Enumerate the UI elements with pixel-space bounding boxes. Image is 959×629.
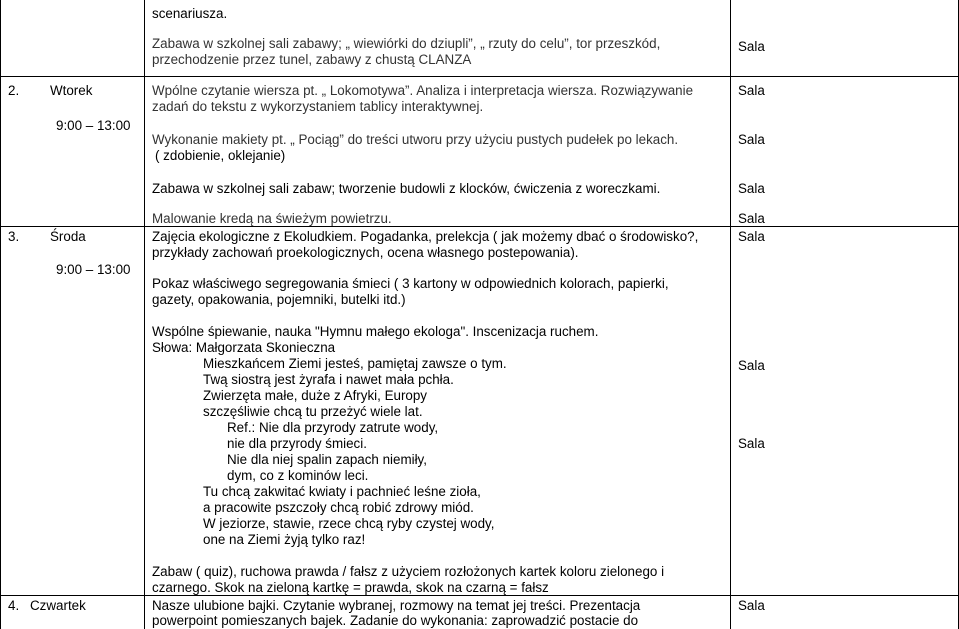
room-label: Sala <box>738 181 765 196</box>
song-line: szczęśliwie chcą tu przeżyć wiele lat. <box>203 404 423 419</box>
activity-text: gazety, opakowania, pojemniki, butelki itd.) <box>152 292 406 307</box>
room-label: Sala <box>738 83 765 98</box>
room-label: Sala <box>738 211 765 226</box>
activity-text: Wykonanie makiety pt. „ Pociąg” do treści utworu przy użyciu pustych pudełek po lekach. <box>152 132 679 147</box>
row-divider-2 <box>0 76 959 77</box>
activity-text: Zabawa w szkolnej sali zabaw; tworzenie budowli z klocków, ćwiczenia z woreczkami. <box>152 181 661 196</box>
room-label: Sala <box>738 229 765 244</box>
activity-text: zadań do tekstu z wykorzystaniem tablicy interaktywnej. <box>152 99 484 114</box>
table-border-left <box>0 0 1 629</box>
room-label: Sala <box>738 436 765 451</box>
activity-text: Słowa: Małgorzata Skonieczna <box>152 340 336 355</box>
song-refrain-line: nie dla przyrody śmieci. <box>227 436 367 451</box>
room-label: Sala <box>738 358 765 373</box>
activity-text: Pokaz właściwego segregowania śmieci ( 3 kartony w odpowiednich kolorach, papierki, <box>152 276 669 291</box>
row-number: 4. <box>8 598 20 613</box>
room-label: Sala <box>738 598 765 613</box>
song-refrain-line: Nie dla niej spalin zapach niemiły, <box>227 452 427 467</box>
activity-text: przechodzenie przez tunel, zabawy z chustą CLANZA <box>152 52 472 67</box>
activity-text: Zajęcia ekologiczne z Ekoludkiem. Pogadanka, prelekcja ( jak możemy dbać o środowisko?, <box>152 229 699 244</box>
col-divider-1 <box>144 0 145 629</box>
activity-text: Wpólne czytanie wiersza pt. „ Lokomotywa”. Analiza i interpretacja wiersza. Rozwiązywanie <box>152 83 694 98</box>
activity-text: przykłady zachowań proekologicznych, ocena własnego postepowania). <box>152 245 579 260</box>
col-divider-2 <box>730 0 731 629</box>
row-number: 3. <box>8 229 20 244</box>
activity-text: scenariusza. <box>152 6 228 21</box>
day-name: Wtorek <box>50 83 93 98</box>
song-line: Twą siostrą jest żyrafa i nawet mała pchła. <box>203 372 454 387</box>
activity-text: Zabawa w szkolnej sali zabawy; „ wiewiórki do dziupli”, „ rzuty do celu”, tor przeszkód, <box>152 36 661 51</box>
song-refrain-line: dym, co z kominów leci. <box>227 468 369 483</box>
row-divider-3 <box>0 226 959 227</box>
activity-text: ( zdobienie, oklejanie) <box>155 148 286 163</box>
song-line: a pracowite pszczoły chcą robić zdrowy miód. <box>203 500 474 515</box>
activity-text: powerpoint pomieszanych bajek. Zadanie do wykonania: zaprowadzić postacie do <box>152 613 639 628</box>
day-name: Czwartek <box>30 598 86 613</box>
activity-text: Nasze ulubione bajki. Czytanie wybranej, rozmowy na temat jej treści. Prezentacja <box>152 598 641 613</box>
activity-text: Wspólne śpiewanie, nauka "Hymnu małego ekologa". Inscenizacja ruchem. <box>152 324 599 339</box>
song-line: Mieszkańcem Ziemi jesteś, pamiętaj zawsze o tym. <box>203 356 507 371</box>
time-range: 9:00 – 13:00 <box>56 118 131 133</box>
activity-text: czarnego. Skok na zieloną kartkę = prawda, skok na czarną = fałsz <box>152 580 549 595</box>
song-line: Zwierzęta małe, duże z Afryki, Europy <box>203 388 428 403</box>
day-name: Środa <box>50 229 86 244</box>
song-line: one na Ziemi żyją tylko raz! <box>203 532 366 547</box>
row-number: 2. <box>8 83 20 98</box>
song-refrain-line: Ref.: Nie dla przyrody zatrute wody, <box>227 420 439 435</box>
activity-text: Malowanie kredą na świeżym powietrzu. <box>152 211 392 226</box>
room-label: Sala <box>738 39 765 54</box>
room-label: Sala <box>738 132 765 147</box>
time-range: 9:00 – 13:00 <box>56 262 131 277</box>
song-line: W jeziorze, stawie, rzece chcą ryby czystej wody, <box>203 516 495 531</box>
activity-text: Zabaw ( quiz), ruchowa prawda / fałsz z użyciem rozłożonych kartek koloru zielonego i <box>152 564 665 579</box>
song-line: Tu chcą zakwitać kwiaty i pachnieć leśne zioła, <box>203 484 481 499</box>
